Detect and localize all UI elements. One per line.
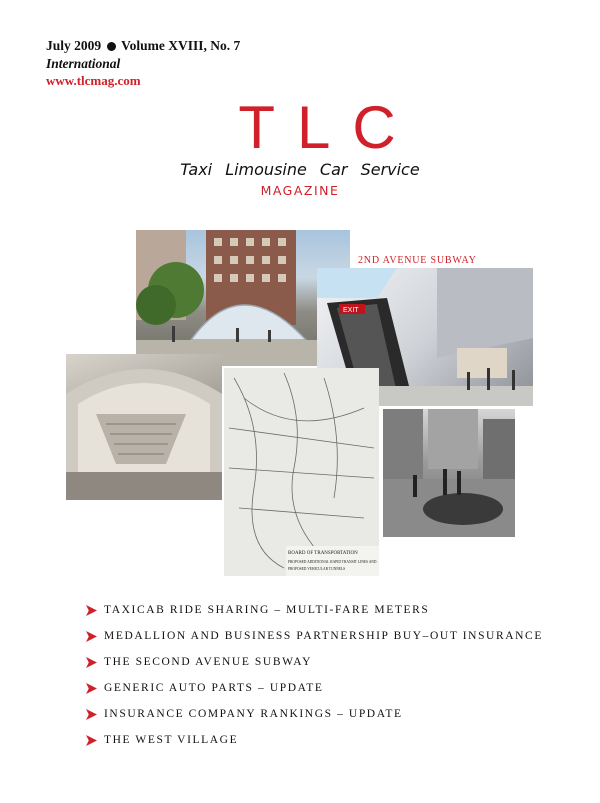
headline-item: THE SECOND AVENUE SUBWAY: [86, 656, 566, 682]
headline-item: THE WEST VILLAGE: [86, 734, 566, 760]
arrow-right-icon: [86, 709, 97, 720]
arrow-right-icon: [86, 657, 97, 668]
bullet-dot-icon: [107, 42, 116, 51]
headline-item: GENERIC AUTO PARTS – UPDATE: [86, 682, 566, 708]
edition-label: International: [46, 56, 121, 71]
arrow-right-icon: [86, 631, 97, 642]
headline-item: MEDALLION AND BUSINESS PARTNERSHIP BUY–OUT INSURANCE: [86, 630, 566, 656]
street-excavation-photo: [383, 409, 515, 537]
arrow-right-icon: [86, 683, 97, 694]
map-caption-line1: PROPOSED ADDITIONAL RAPID TRANSIT LINES AND: [288, 560, 377, 564]
historic-transit-map: [224, 368, 379, 576]
tunnel-model-photo: [66, 354, 222, 500]
tagline: Taxi Limousine Car Service: [180, 160, 420, 179]
volume-number: Volume XVIII, No. 7: [121, 38, 241, 53]
map-caption-line2: PROPOSED VEHICULAR TUNNELS: [288, 567, 346, 571]
collage-label: 2ND AVENUE SUBWAY: [358, 255, 477, 266]
magazine-word: MAGAZINE: [260, 183, 340, 198]
issue-date: July 2009: [46, 38, 102, 53]
cover-headlines: [86, 604, 566, 760]
arrow-right-icon: [86, 735, 97, 746]
headline-item: TAXICAB RIDE SHARING – MULTI-FARE METERS: [86, 604, 566, 630]
tlc-logo: TLC: [238, 94, 418, 161]
map-caption-title: BOARD OF TRANSPORTATION: [288, 551, 358, 556]
headline-item: INSURANCE COMPANY RANKINGS – UPDATE: [86, 708, 566, 734]
issue-line: [46, 38, 240, 54]
arrow-right-icon: [86, 605, 97, 616]
website-link[interactable]: www.tlcmag.com: [46, 73, 141, 88]
exit-sign: EXIT: [343, 307, 359, 314]
